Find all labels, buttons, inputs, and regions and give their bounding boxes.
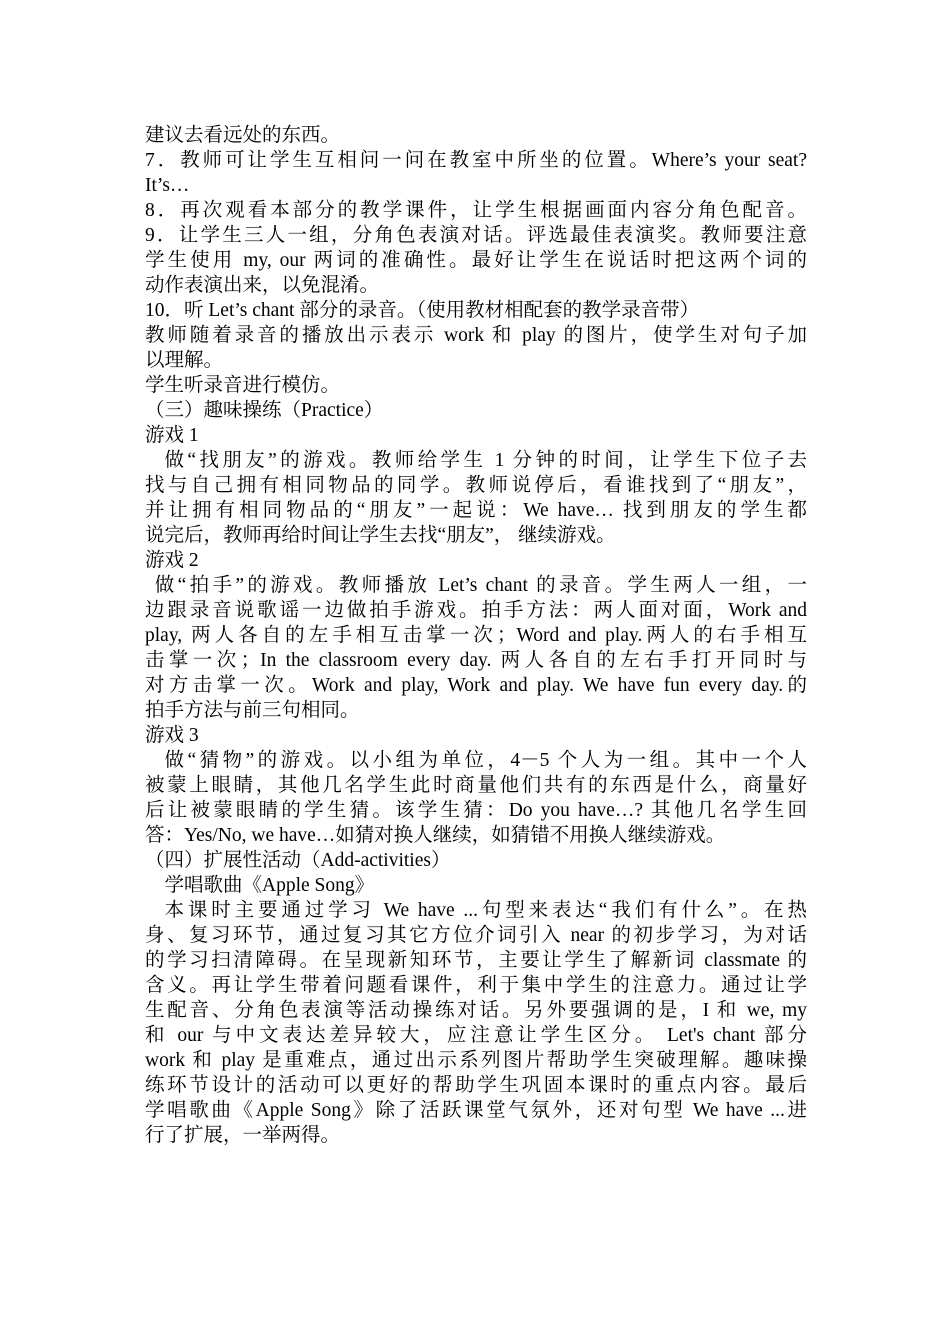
text-line: 和 our 与中文表达差异较大，应注意让学生区分。 Let's chant 部分 — [145, 1025, 807, 1046]
text-line: 边跟录音说歌谣一边做拍手游戏。拍手方法：两人面对面，Work and — [145, 600, 807, 621]
text-line: 学唱歌曲《Apple Song》 — [164, 875, 375, 896]
text-line: 学唱歌曲《Apple Song》除了活跃课堂气氛外，还对句型 We have ...进 — [145, 1100, 807, 1121]
text-line: 学生听录音进行模仿。 — [145, 375, 341, 396]
text-line: 行了扩展，一举两得。 — [145, 1125, 341, 1146]
text-line: 8．再次观看本部分的教学课件，让学生根据画面内容分角色配音。 — [145, 200, 807, 221]
text-line: 含义。再让学生带着问题看课件，利于集中学生的注意力。通过让学 — [145, 975, 807, 996]
text-line: 教师随着录音的播放出示表示 work 和 play 的图片，使学生对句子加 — [145, 325, 807, 346]
text-line: （三）趣味操练（Practice） — [145, 400, 384, 421]
text-line: 被蒙上眼睛，其他几名学生此时商量他们共有的东西是什么，商量好 — [145, 775, 807, 796]
text-line: 拍手方法与前三句相同。 — [145, 700, 360, 721]
text-line: （四）扩展性活动（Add-activities） — [145, 850, 451, 871]
text-line: 做“拍手”的游戏。教师播放 Let’s chant 的录音。学生两人一组，一 — [154, 575, 807, 596]
text-line: 动作表演出来，以免混淆。 — [145, 275, 380, 296]
text-line: 本课时主要通过学习 We have ...句型来表达“我们有什么”。在热 — [164, 900, 807, 921]
text-line: 说完后，教师再给时间让学生去找“朋友”， 继续游戏。 — [145, 525, 616, 546]
text-line: 做“猜物”的游戏。以小组为单位，4－5 个人为一组。其中一个人 — [164, 750, 807, 771]
text-line: 学生使用 my, our 两词的准确性。最好让学生在说话时把这两个词的 — [145, 250, 807, 271]
text-line: 游戏 1 — [145, 425, 199, 446]
text-line: 游戏 3 — [145, 725, 199, 746]
text-line: 答：Yes/No, we have…如猜对换人继续，如猜错不用换人继续游戏。 — [145, 825, 726, 846]
text-line: work 和 play 是重难点，通过出示系列图片帮助学生突破理解。趣味操 — [145, 1050, 807, 1071]
text-line: 9．让学生三人一组，分角色表演对话。评选最佳表演奖。教师要注意 — [145, 225, 807, 246]
text-line: 生配音、分角色表演等活动操练对话。另外要强调的是，I 和 we, my — [145, 1000, 807, 1021]
text-line: play, 两人各自的左手相互击掌一次；Word and play.两人的右手相互 — [145, 625, 807, 646]
text-line: 对方击掌一次。Work and play, Work and play. We have fun every day.的 — [145, 675, 807, 696]
text-line: 以理解。 — [145, 350, 224, 371]
text-line: 10．听 Let’s chant 部分的录音。（使用教材相配套的教学录音带） — [145, 300, 700, 321]
text-line: 做“找朋友”的游戏。教师给学生 1 分钟的时间，让学生下位子去 — [164, 450, 807, 471]
text-line: 建议去看远处的东西。 — [145, 125, 341, 146]
text-line: 后让被蒙眼睛的学生猜。该学生猜：Do you have…? 其他几名学生回 — [145, 800, 807, 821]
text-line: 并让拥有相同物品的“朋友”一起说：We have… 找到朋友的学生都 — [145, 500, 807, 521]
text-line: 的学习扫清障碍。在呈现新知环节，主要让学生了解新词 classmate 的 — [145, 950, 807, 971]
text-line: 练环节设计的活动可以更好的帮助学生巩固本课时的重点内容。最后 — [145, 1075, 807, 1096]
text-line: 7．教师可让学生互相问一问在教室中所坐的位置。Where’s your seat? — [145, 150, 807, 171]
text-line: 游戏 2 — [145, 550, 199, 571]
text-line: 击掌一次；In the classroom every day. 两人各自的左右手打开同时与 — [145, 650, 807, 671]
text-line: It’s… — [145, 175, 190, 196]
document-body — [145, 123, 807, 1148]
text-line: 找与自己拥有相同物品的同学。教师说停后，看谁找到了“朋友”， — [145, 475, 807, 496]
text-line: 身、复习环节，通过复习其它方位介词引入 near 的初步学习，为对话 — [145, 925, 807, 946]
